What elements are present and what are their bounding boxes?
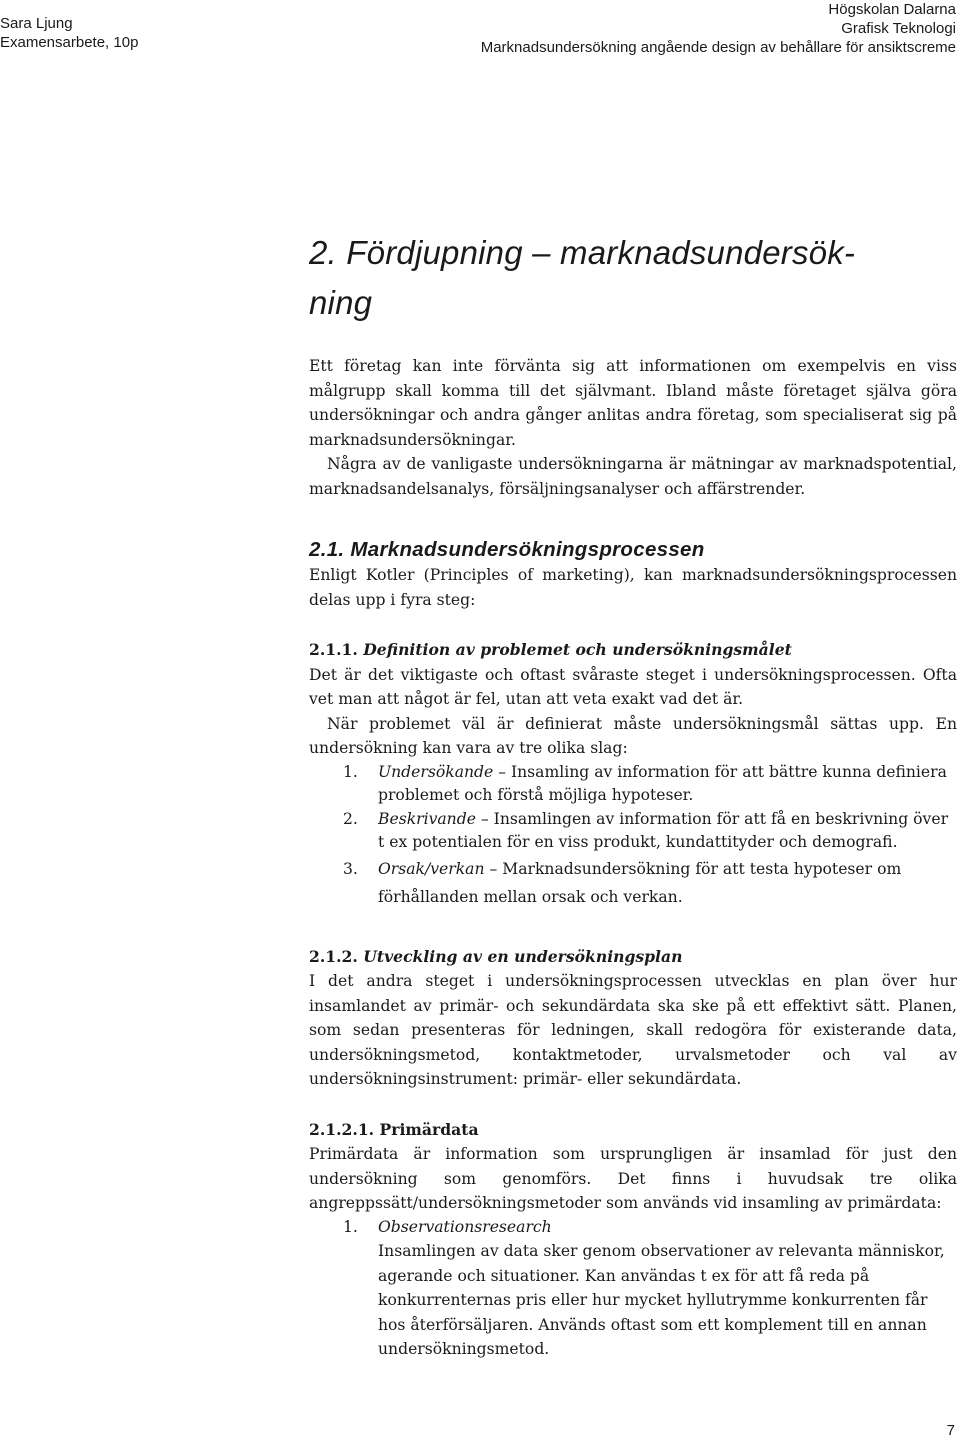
section-2-1-1-number: 2.1.1. [309,640,358,659]
list-item-number: 1. [343,1217,358,1236]
list-item-number: 2. [343,809,358,828]
list-item-term: Undersökande [378,762,494,781]
section-heading-2-1-2 [309,945,957,970]
section-2-1-2-text: I det andra steget i undersökningsprocessen utvecklas en plan över hur insamlandet av primär- och sekundärdata ska ske på ett effektivt sätt. Planen, som sedan presenteras för ledningen, skall redogöra för existerande data, undersökningsmetod, kontaktmetoder, urvalsmetoder och val av undersökningsinstrument: primär- eller sekundärdata. [309,972,957,1088]
header-school: Högskolan Dalarna [828,1,956,18]
section-2-1-2-title: Utveckling av en undersökningsplan [363,946,683,966]
list-item [309,808,957,855]
survey-type-list [309,761,957,911]
section-2-1-1-paragraph-2: När problemet väl är definierat måste undersökningsmål sättas upp. En undersökning kan vara av tre olika slag: [309,714,957,757]
header-left [0,14,138,52]
observation-description: Insamlingen av data sker genom observationer av relevanta människor, agerande och situationer. Kan användas t ex för att få reda på konkurrenternas pris eller hur mycket hyllutrymme konkurrenten får hos återförsäljaren. Används oftast som ett komplement till en annan undersökningsmetod. [378,1242,945,1358]
intro-paragraph-2: Några av de vanligaste undersökningarna är mätningar av marknadspotential, marknadsandelsanalys, försäljningsanalyser och affärstrender. [309,455,957,498]
section-heading-2-1-2-1: 2.1.2.1. Primärdata [309,1119,479,1139]
section-2-1-text: Enligt Kotler (Principles of marketing), kan marknadsundersökningsprocessen delas upp i fyra steg: [309,566,957,609]
list-item-term: Beskrivande [378,809,476,828]
list-item-term: Orsak/verkan [378,859,485,878]
list-item [309,1216,957,1240]
list-item-number: 1. [343,762,358,781]
header-document-title: Marknadsundersökning angående design av behållare för ansiktscreme [480,39,956,56]
list-item-term: Observationsresearch [378,1217,552,1236]
chapter-heading-line1: 2. Fördjupning – marknadsundersök- [309,234,856,271]
list-item-text: – Insamlingen av information för att få en beskrivning över t ex potentialen för en viss produkt, kundattityder och demografi. [378,809,949,851]
page-content [309,228,957,1362]
section-2-1-2-number: 2.1.2. [309,946,358,966]
observation-item [309,1216,957,1362]
list-item-number: 3. [343,859,358,878]
section-2-1-1-paragraph-1: Det är det viktigaste och oftast svåraste steget i undersökningsprocessen. Ofta vet man att något är fel, utan att veta exakt vad det är. [309,665,957,708]
method-list [309,1216,957,1240]
list-item-text: – Insamling av information för att bättre kunna definiera problemet och förstå möjliga hypoteser. [378,762,947,804]
header-course: Examensarbete, 10p [0,34,139,51]
chapter-heading [309,228,929,328]
header-right [481,0,956,57]
chapter-heading-line2: ning [309,284,373,321]
list-item [309,761,957,808]
section-heading-2-1: 2.1. Marknadsundersökningsprocessen [309,538,705,561]
header-author: Sara Ljung [0,15,73,32]
list-item-text: – Marknadsundersökning för att testa hypoteser om förhållanden mellan orsak och verkan. [378,859,902,906]
list-item [309,855,957,911]
intro-paragraph: Ett företag kan inte förvänta sig att informationen om exempelvis en viss målgrupp skall komma till det självmant. Ibland måste företaget själva göra undersökningar och andra gånger anlitas andra företag, som specialiserat sig på marknadsundersökningar. [309,357,957,449]
section-2-1-1-title: Definition av problemet och undersökningsmålet [363,640,792,659]
page-number: 7 [946,1422,955,1439]
header-department: Grafisk Teknologi [841,20,956,37]
section-heading-2-1-1 [309,638,957,663]
section-2-1-2-1-text: Primärdata är information som ursprungligen är insamlad för just den undersökning som genomförs. Det finns i huvudsak tre olika angreppssätt/undersökningsmetoder som används vid insamling av primärdata: [309,1145,957,1212]
